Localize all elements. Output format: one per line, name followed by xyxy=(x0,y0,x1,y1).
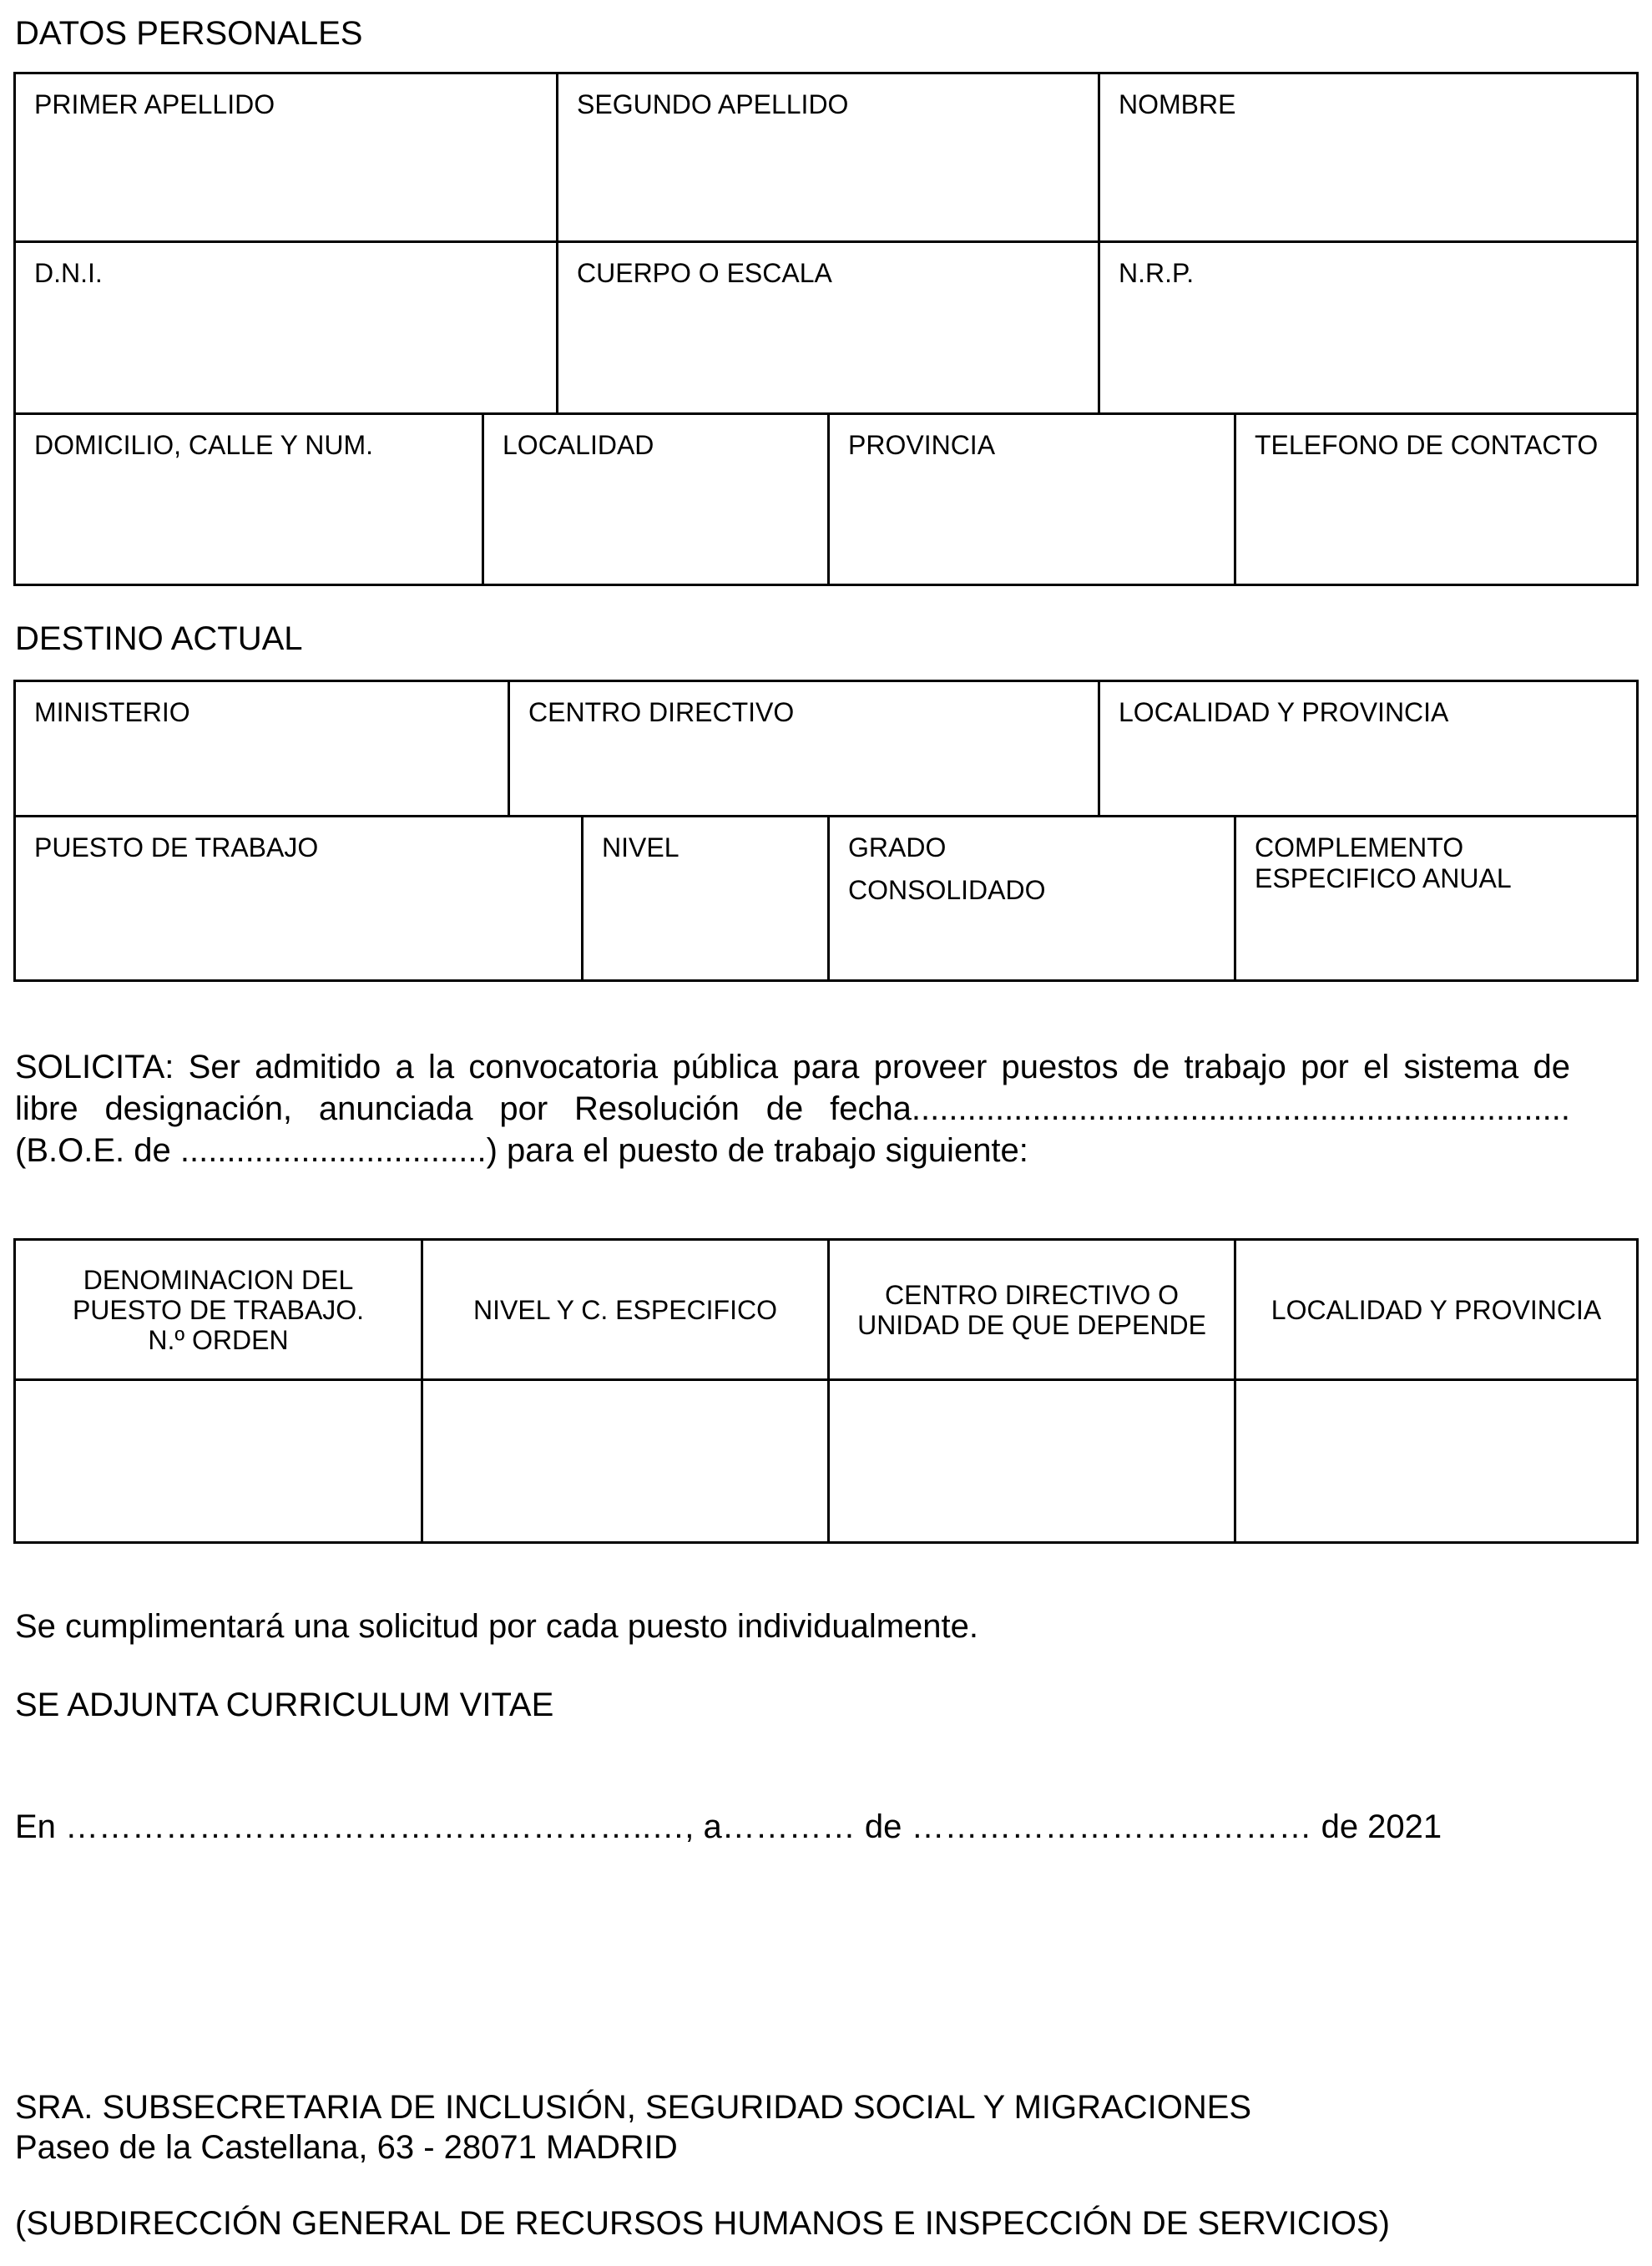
note-adjunta-cv: SE ADJUNTA CURRICULUM VITAE xyxy=(15,1687,554,1723)
solicita-word: la xyxy=(428,1049,455,1085)
header-centro-directivo xyxy=(830,1241,1234,1378)
field-domicilio[interactable]: DOMICILIO, CALLE Y NUM. xyxy=(34,430,374,460)
solicita-word: libre xyxy=(15,1090,78,1127)
solicita-line-1 xyxy=(15,1046,1570,1088)
field-puesto-trabajo[interactable]: PUESTO DE TRABAJO xyxy=(34,832,319,862)
destino-actual-table xyxy=(13,680,1639,982)
field-nrp[interactable]: N.R.P. xyxy=(1119,258,1195,288)
solicita-word: Ser xyxy=(188,1049,240,1085)
solicita-word: convocatoria xyxy=(468,1049,659,1085)
input-denominacion[interactable] xyxy=(16,1381,421,1541)
solicita-word: sistema xyxy=(1403,1049,1519,1085)
field-complemento-especifico[interactable] xyxy=(1236,817,1512,894)
field-telefono[interactable]: TELEFONO DE CONTACTO xyxy=(1255,430,1599,460)
solicita-word: de xyxy=(1132,1049,1170,1085)
solicita-word: SOLICITA: xyxy=(15,1049,174,1085)
field-segundo-apellido[interactable]: SEGUNDO APELLIDO xyxy=(577,89,849,119)
solicita-word: por xyxy=(499,1090,548,1127)
input-centro-directivo[interactable] xyxy=(830,1381,1234,1541)
solicita-word: para xyxy=(792,1049,860,1085)
solicita-word: a xyxy=(395,1049,414,1085)
header-denominacion-line-1: DENOMINACION DEL xyxy=(83,1264,354,1295)
consolidado-label: CONSOLIDADO xyxy=(848,874,1046,905)
solicita-word: proveer xyxy=(873,1049,988,1085)
field-centro-directivo[interactable]: CENTRO DIRECTIVO xyxy=(528,697,795,727)
solicita-word: trabajo xyxy=(1184,1049,1286,1085)
field-localidad-provincia[interactable]: LOCALIDAD Y PROVINCIA xyxy=(1119,697,1449,727)
header-localidad-provincia-text: LOCALIDAD Y PROVINCIA xyxy=(1271,1294,1602,1325)
field-ministerio[interactable]: MINISTERIO xyxy=(34,697,190,727)
header-denominacion-line-2: PUESTO DE TRABAJO. xyxy=(72,1294,365,1325)
field-grado-consolidado[interactable] xyxy=(830,817,1045,906)
fecha-line[interactable]: En ……………………………………………..…, a………… de ……………………………… de 2021 xyxy=(15,1808,1442,1845)
grado-label: GRADO xyxy=(848,832,947,862)
solicita-word: fecha....................................................................... xyxy=(830,1090,1570,1127)
solicita-word: designación, xyxy=(104,1090,293,1127)
complemento-label: COMPLEMENTO xyxy=(1255,832,1464,862)
solicita-word: el xyxy=(1363,1049,1390,1085)
destino-actual-heading: DESTINO ACTUAL xyxy=(15,620,303,657)
solicita-word: puestos xyxy=(1001,1049,1119,1085)
solicita-word: pública xyxy=(672,1049,779,1085)
header-centro-directivo-line-2: UNIDAD DE QUE DEPENDE xyxy=(857,1309,1206,1340)
solicita-word: Resolución xyxy=(574,1090,740,1127)
destinatario-line-1: SRA. SUBSECRETARIA DE INCLUSIÓN, SEGURIDAD SOCIAL Y MIGRACIONES xyxy=(15,2089,1252,2126)
datos-personales-table xyxy=(13,72,1639,586)
header-centro-directivo-line-1: CENTRO DIRECTIVO O xyxy=(884,1279,1179,1310)
field-nombre[interactable]: NOMBRE xyxy=(1119,89,1236,119)
destinatario-line-2: Paseo de la Castellana, 63 - 28071 MADRID xyxy=(15,2129,678,2166)
solicita-word: anunciada xyxy=(318,1090,473,1127)
field-cuerpo-escala[interactable]: CUERPO O ESCALA xyxy=(577,258,832,288)
solicita-word: de xyxy=(1533,1049,1570,1085)
puesto-table xyxy=(13,1238,1639,1544)
header-nivel-especifico xyxy=(423,1241,827,1378)
header-nivel-especifico-text: NIVEL Y C. ESPECIFICO xyxy=(473,1294,777,1325)
header-denominacion xyxy=(16,1241,421,1378)
field-dni[interactable]: D.N.I. xyxy=(34,258,103,288)
solicita-line-2 xyxy=(15,1088,1570,1130)
input-localidad-provincia[interactable] xyxy=(1236,1381,1636,1541)
header-denominacion-line-3: N.º ORDEN xyxy=(148,1324,289,1355)
note-individual: Se cumplimentará una solicitud por cada puesto individualmente. xyxy=(15,1608,979,1645)
field-primer-apellido[interactable]: PRIMER APELLIDO xyxy=(34,89,275,119)
field-provincia[interactable]: PROVINCIA xyxy=(848,430,996,460)
solicita-word: de xyxy=(765,1090,804,1127)
field-localidad[interactable]: LOCALIDAD xyxy=(503,430,654,460)
header-localidad-provincia xyxy=(1236,1241,1636,1378)
solicita-line-3: (B.O.E. de .................................) para el puesto de trabajo siguiente: xyxy=(15,1132,1028,1169)
solicita-word: por xyxy=(1301,1049,1349,1085)
input-nivel-especifico[interactable] xyxy=(423,1381,827,1541)
field-nivel[interactable]: NIVEL xyxy=(602,832,679,862)
destinatario-line-3: (SUBDIRECCIÓN GENERAL DE RECURSOS HUMANOS E INSPECCIÓN DE SERVICIOS) xyxy=(15,2205,1390,2242)
especifico-anual-label: ESPECIFICO ANUAL xyxy=(1255,862,1512,893)
solicita-paragraph xyxy=(15,1046,1570,1171)
datos-personales-heading: DATOS PERSONALES xyxy=(15,15,363,52)
solicita-word: admitido xyxy=(255,1049,381,1085)
